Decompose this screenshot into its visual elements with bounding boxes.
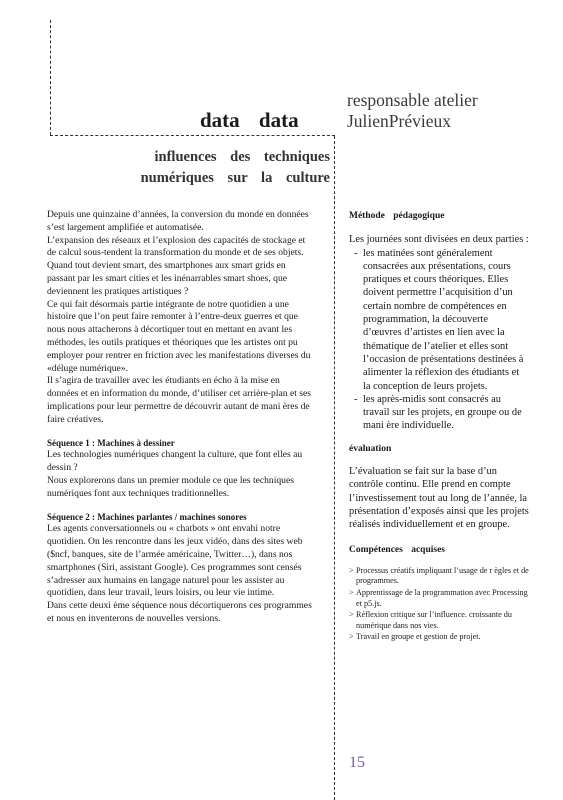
list-item: > Travail en groupe et gestion de projet. (349, 632, 529, 643)
header-right-block (347, 90, 547, 132)
evaluation-heading: évaluation (349, 443, 392, 454)
sequence-1-paragraph: Les technologies numériques changent la culture, que font elles au dessin ? (47, 449, 303, 474)
sequence-2-paragraph: Dans cette deuxi ème séquence nous décortiquerons ces programmes et nous en inventerons de nouvelles versions. (47, 600, 312, 624)
sequence-1-paragraph: Nous explorerons dans un premier module ce que les techniques numériques font aux techniques traditionnelles. (47, 474, 294, 499)
intro-paragraph: L’expansion des réseaux et l’explosion des capacités de stockage et de calcul sous-tendent la transformation du monde et de ses objets. Quand tout devient smart, des smartphones aux smart grids en passant par les smart cities et les inénarrables smart shoes, que deviennent les pratiques artistiques ? (47, 234, 306, 297)
list-item: > Processus créatifs impliquant l’usage de r ègles et de programmes. (349, 566, 529, 587)
methode-heading: Méthode pédagogique (349, 211, 445, 221)
list-item: > Réflexion critique sur l’influence. croissante du numérique dans nos vies. (349, 610, 529, 631)
dashed-guide-center (334, 136, 335, 800)
intro-paragraph: Depuis une quinzaine d’années, la conversion du monde en données s’est largement amplifiée et automatisée. (47, 209, 309, 233)
sequence-2-paragraph: Les agents conversationnels ou « chatbots » ont envahi notre quotidien. On les rencontre dans les jeux vidéo, dans des sites web ($ncf, banques, site de l’armée américaine, Twitter…), dans nos smartphones (Siri, assistant Google). Ces programmes sont censés s’adresser aux humains en langage naturel pour les assister au quotidien, dans leur travail, leurs loisirs, ou leur vie intime. (47, 523, 303, 599)
dashed-guide-top (50, 135, 335, 136)
methode-intro: Les journées sont divisées en deux parties : (349, 234, 529, 246)
intro-paragraph: Il s’agira de travailler avec les étudiants en écho à la mise en données et en information du monde, d’utiliser cet arrière-plan et ses implications pour leur permettre de découvrir autant de mani ères de faire créatives. (47, 375, 312, 425)
responsable-label: responsable atelier (347, 90, 478, 110)
methode-list (349, 247, 529, 433)
subtitle-line: influences des techniques (154, 149, 330, 165)
left-column (47, 209, 313, 626)
right-column (349, 210, 529, 644)
list-item: > Apprentissage de la programmation avec Processing et p5.js. (349, 588, 529, 609)
dashed-guide-left (50, 20, 51, 135)
competences-heading: Compétences acquises (349, 544, 445, 555)
sequence-2-heading: Séquence 2 : Machines parlantes / machines sonores (47, 511, 247, 522)
competences-list (349, 566, 529, 643)
list-item: - les après-midis sont consacrés au travail sur les projets, en groupe ou de mani ère individuelle. (349, 393, 529, 433)
list-item: - les matinées sont généralement consacrées aux présentations, cours pratiques et cours théoriques. Elles doivent permettre l’acquisition d’un certain nombre de compétences en programmation, la découverte d’œuvres d’artistes en lien avec la thématique de l’atelier et elles sont l’occasion de présentations destinées à alimenter la réflexion des étudiants et la conception de leurs projets. (349, 247, 529, 393)
page-title: data data (200, 108, 299, 132)
subtitle-line: numériques sur la culture (140, 170, 330, 186)
sequence-1-heading: Séquence 1 : Machines à dessiner (47, 437, 175, 448)
responsable-name: JulienPrévieux (347, 111, 452, 131)
intro-paragraph: Ce qui fait désormais partie intégrante de notre quotidien a une histoire que l’on peut faire remonter à l’entre-deux guerres et que nous nous attacherons à décortiquer tout en mettant en avant les méthodes, les outils pratiques et théoriques que les artistes ont pu employer pour rentrer en friction avec les manifestations diverses du «déluge numérique». (47, 298, 311, 374)
page-number: 15 (349, 754, 365, 771)
evaluation-paragraph: L’évaluation se fait sur la base d’un contrôle continu. Elle prend en compte l’investissement tout au long de l’année, la présentation d’exposés ainsi que les projets réalisés individuellement et en groupe. (349, 466, 529, 531)
page-subtitle (60, 147, 330, 189)
